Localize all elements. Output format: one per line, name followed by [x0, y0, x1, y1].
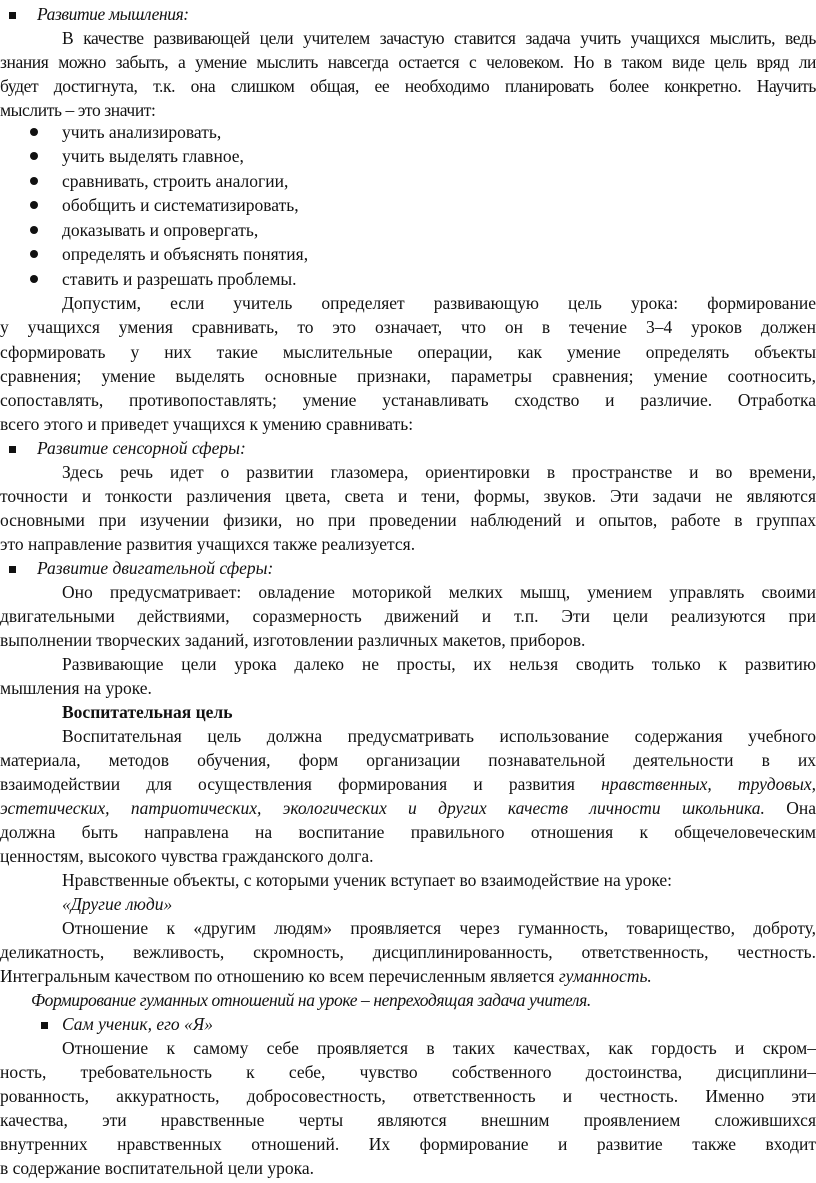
paragraph-line: точности и тонкости различения цвета, света и тени, формы, звуков. Эти задачи не являются — [0, 486, 816, 506]
paragraph-text: взаимодействии для осуществления формирования и развития — [0, 774, 602, 794]
square-bullet-icon — [41, 1022, 48, 1029]
round-bullet-icon — [30, 177, 38, 185]
paragraph-line — [0, 796, 816, 820]
paragraph-line: должна быть направлена на воспитание правильного отношения к общечеловеческим — [0, 822, 816, 842]
paragraph-line: в содержание воспитательной цели урока. — [0, 1158, 315, 1178]
paragraph-line: Здесь речь идет о развитии глазомера, ориентировки в пространстве и во времени, — [62, 462, 816, 482]
italic-text: нравственных, трудовых, — [601, 774, 816, 794]
paragraph-line: Отношение к «другим людям» проявляется через гуманность, товарищество, доброту, — [62, 918, 816, 938]
paragraph-line: основными при изучении физики, но при проведении наблюдений и опытов, работе в группах — [0, 510, 816, 530]
list-item: обобщить и систематизировать, — [62, 195, 299, 215]
paragraph-line: Допустим, если учитель определяет развивающую цель урока: формирование — [62, 293, 816, 313]
round-bullet-icon — [30, 128, 38, 136]
paragraph-text: Она — [764, 798, 816, 818]
paragraph-line: сопоставлять, противопоставлять; умение устанавливать сходство и различие. Отработка — [0, 390, 816, 410]
paragraph-line: деликатность, вежливость, скромность, дисциплинированность, ответственность, честность. — [0, 942, 816, 962]
paragraph-line: будет достигнута, т.к. она слишком общая, ее необходимо планировать более конкретно. Научить — [0, 76, 816, 96]
paragraph-line: качества, эти нравственные черты являются внешним проявлением сложившихся — [0, 1110, 816, 1130]
paragraph-line: мышления на уроке. — [0, 678, 152, 698]
paragraph-line: Развивающие цели урока далеко не просты, их нельзя сводить только к развитию — [62, 654, 816, 674]
paragraph-text: Интегральным качеством по отношению ко всем перечисленным является — [0, 966, 559, 986]
paragraph-line: Отношение к самому себе проявляется в таких качествах, как гордость и скром– — [62, 1038, 816, 1058]
paragraph-line: Воспитательная цель должна предусматривать использование содержания учебного — [62, 726, 816, 746]
paragraph-line: это направление развития учащихся также реализуется. — [0, 534, 416, 554]
list-item: ставить и разрешать проблемы. — [62, 269, 297, 289]
paragraph-line — [0, 964, 816, 988]
paragraph-line: мыслить – это значит: — [0, 100, 156, 120]
round-bullet-icon — [30, 250, 38, 258]
paragraph-line: двигательными действиями, соразмерность движений и т.п. Эти цели реализуются при — [0, 606, 816, 626]
round-bullet-icon — [30, 201, 38, 209]
moral-objects-heading: Нравственные объекты, с которыми ученик вступает во взаимодействие на уроке: — [62, 870, 673, 890]
paragraph-line: у учащихся умения сравнивать, то это означает, что он в течение 3–4 уроков должен — [0, 317, 816, 337]
italic-note: Формирование гуманных отношений на уроке – непреходящая задача учителя. — [31, 990, 591, 1010]
section-heading-sensory: Развитие сенсорной сферы: — [37, 438, 246, 458]
paragraph-line: сформировать у них такие мыслительные операции, как умение определять объекты — [0, 342, 816, 362]
list-item: определять и объяснять понятия, — [62, 244, 309, 264]
round-bullet-icon — [30, 226, 38, 234]
paragraph-line: Оно предусматривает: овладение моторикой мелких мышц, умением управлять своими — [62, 582, 816, 602]
list-item: учить выделять главное, — [62, 146, 244, 166]
italic-text: гуманность. — [558, 966, 652, 986]
section-heading-educational-goal: Воспитательная цель — [62, 702, 233, 722]
italic-text: эстетических, патриотических, экологических и других качеств личности школьника. — [0, 798, 765, 818]
square-bullet-icon — [9, 566, 16, 573]
section-heading-motor: Развитие двигательной сферы: — [37, 558, 274, 578]
section-heading-thinking: Развитие мышления: — [37, 4, 189, 24]
section-heading-self: Сам ученик, его «Я» — [62, 1014, 214, 1034]
paragraph-line: ценностям, высокого чувства гражданского долга. — [0, 846, 374, 866]
paragraph-line: выполнении творческих заданий, изготовлении различных макетов, приборов. — [0, 630, 586, 650]
square-bullet-icon — [9, 12, 16, 19]
list-item: сравнивать, строить аналогии, — [62, 171, 289, 191]
square-bullet-icon — [9, 446, 16, 453]
paragraph-line: знания можно забыть, а умение мыслить навсегда остается с человеком. Но в таком виде цель вряд ли — [0, 52, 816, 72]
paragraph-line: внутренних нравственных отношений. Их формирование и развитие также входит — [0, 1134, 816, 1154]
paragraph-line — [0, 772, 816, 796]
others-heading: «Другие люди» — [62, 894, 173, 914]
paragraph-line: рованность, аккуратность, добросовестность, ответственность и честность. Именно эти — [0, 1086, 816, 1106]
paragraph-line: ность, требовательность к себе, чувство собственного достоинства, дисциплини– — [0, 1062, 816, 1082]
paragraph-line: всего этого и приведет учащихся к умению сравнивать: — [0, 414, 414, 434]
paragraph-line: В качестве развивающей цели учителем зачастую ставится задача учить учащихся мыслить, ведь — [62, 28, 816, 48]
list-item: доказывать и опровергать, — [62, 220, 259, 240]
round-bullet-icon — [30, 152, 38, 160]
list-item: учить анализировать, — [62, 122, 222, 142]
paragraph-line: сравнения; умение выделять основные признаки, параметры сравнения; умение соотносить, — [0, 366, 816, 386]
round-bullet-icon — [30, 275, 38, 283]
paragraph-line: материала, методов обучения, форм организации познавательной деятельности в их — [0, 750, 816, 770]
